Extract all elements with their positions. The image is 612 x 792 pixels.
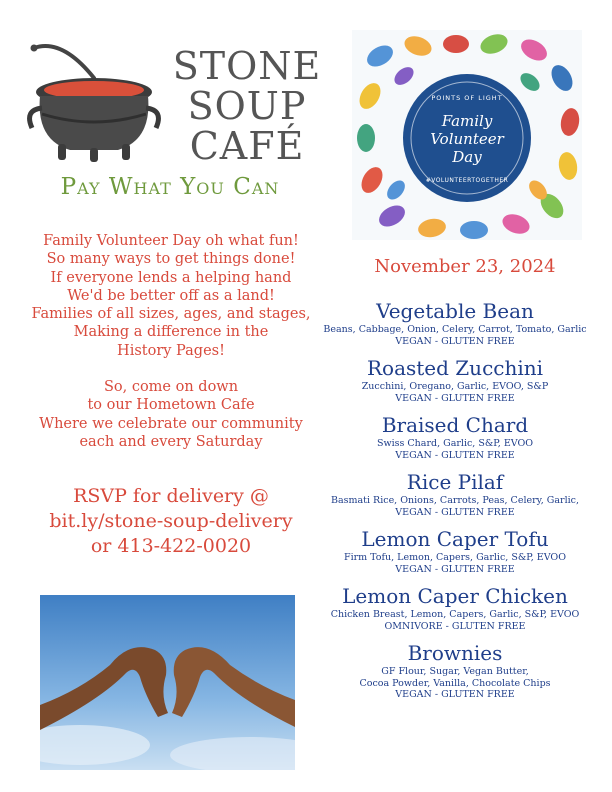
menu-item <box>305 298 605 347</box>
brand-name-line-2: SOUP <box>187 84 307 128</box>
dish-name: Brownies <box>407 641 503 665</box>
dish-ingredients: Beans, Cabbage, Onion, Celery, Carrot, Tomato, Garlic <box>323 324 587 335</box>
dish-ingredients: Cocoa Powder, Vanilla, Chocolate Chips <box>359 677 551 689</box>
rsvp-link[interactable]: bit.ly/stone-soup-delivery <box>49 510 293 532</box>
rsvp-phone[interactable]: or 413-422-0020 <box>90 535 252 557</box>
dish-ingredients: GF Flour, Sugar, Vegan Butter, <box>381 666 529 677</box>
menu-item <box>305 583 605 632</box>
poem-line: Making a difference in the <box>73 324 269 341</box>
poem-line: Families of all sizes, ages, and stages, <box>31 306 311 323</box>
dish-diet-label: OMNIVORE - GLUTEN FREE <box>384 620 526 632</box>
brand-name-line-1: STONE <box>172 44 322 88</box>
dish-ingredients: Zucchini, Oregano, Garlic, EVOO, S&P <box>361 381 549 392</box>
menu-list <box>305 298 605 709</box>
rsvp-block <box>12 484 330 559</box>
dish-diet-label: VEGAN - GLUTEN FREE <box>395 563 515 575</box>
menu-item <box>305 640 605 701</box>
poem-line: So many ways to get things done! <box>46 251 296 268</box>
poem-line: Family Volunteer Day oh what fun! <box>43 233 299 249</box>
dish-ingredients: Chicken Breast, Lemon, Capers, Garlic, S&P, EVOO <box>330 609 580 620</box>
menu-item <box>305 526 605 575</box>
dish-diet-label: VEGAN - GLUTEN FREE <box>395 506 515 518</box>
menu-item <box>305 355 605 404</box>
heart-hands-photo <box>40 595 295 770</box>
soup-pot-icon <box>22 40 167 165</box>
dish-name: Vegetable Bean <box>376 299 534 323</box>
graphic-title-line-2: Volunteer <box>430 130 504 148</box>
poem-line: History Pages! <box>117 342 225 359</box>
dish-diet-label: VEGAN - GLUTEN FREE <box>395 689 515 700</box>
points-of-light-text: POINTS OF LIGHT <box>431 94 503 102</box>
volunteer-hands-illustration <box>352 30 582 240</box>
brand-name-line-3: CAFÉ <box>189 124 305 168</box>
graphic-title-line-3: Day <box>452 148 482 166</box>
dish-diet-label: VEGAN - GLUTEN FREE <box>395 449 515 461</box>
rsvp-heading: RSVP for delivery @ <box>73 485 269 507</box>
menu-item <box>305 412 605 461</box>
poem-line: to our Hometown Cafe <box>87 397 255 414</box>
menu-item <box>305 469 605 518</box>
dish-ingredients: Basmati Rice, Onions, Carrots, Peas, Celery, Garlic, <box>330 495 580 506</box>
dish-ingredients: Firm Tofu, Lemon, Capers, Garlic, S&P, EVOO <box>343 552 566 563</box>
graphic-hashtag: #VOLUNTEERTOGETHER <box>425 177 509 184</box>
dish-name: Lemon Caper Chicken <box>342 584 568 608</box>
poem-line: So, come on down <box>103 379 239 396</box>
tagline: Pay What You Can <box>60 174 280 200</box>
graphic-title-line-1: Family <box>441 112 493 130</box>
dish-name: Roasted Zucchini <box>366 356 544 380</box>
dish-name: Lemon Caper Tofu <box>361 527 549 551</box>
family-volunteer-day-graphic <box>352 30 582 240</box>
dish-ingredients: Swiss Chard, Garlic, S&P, EVOO <box>376 438 534 449</box>
dish-diet-label: VEGAN - GLUTEN FREE <box>395 335 515 347</box>
poem <box>12 232 330 451</box>
dish-diet-label: VEGAN - GLUTEN FREE <box>395 392 515 404</box>
dish-name: Braised Chard <box>381 413 529 437</box>
poem-line: Where we celebrate our community <box>39 415 303 432</box>
poem-line: If everyone lends a helping hand <box>50 269 292 286</box>
dish-name: Rice Pilaf <box>406 470 504 494</box>
poem-line: We'd be better off as a land! <box>67 287 275 304</box>
poem-line: each and every Saturday <box>79 433 263 450</box>
event-date: November 23, 2024 <box>374 256 556 277</box>
cafe-logo <box>22 40 322 215</box>
